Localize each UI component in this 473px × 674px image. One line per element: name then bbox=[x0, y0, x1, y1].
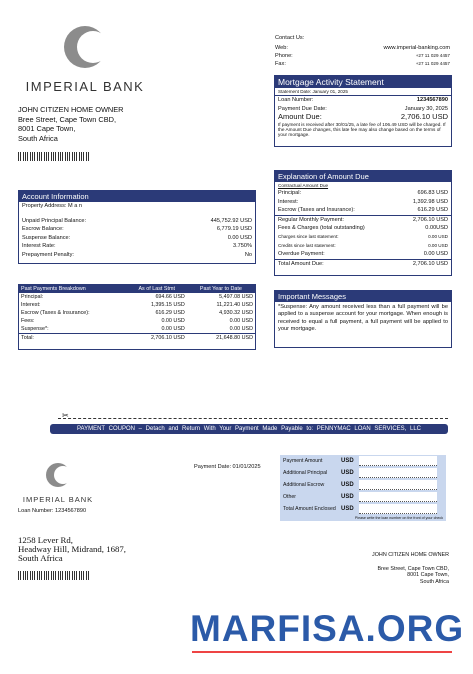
coupon-amount-input[interactable] bbox=[359, 492, 437, 502]
remit-line1: 1258 Lever Rd, bbox=[18, 535, 73, 545]
past-header-cell: Past Year to Date bbox=[187, 285, 255, 293]
past-cell: 0.00 USD bbox=[229, 318, 253, 324]
coupon-field-currency: USD bbox=[341, 506, 354, 512]
due-label: Payment Due Date: bbox=[278, 105, 327, 112]
coupon-bank-name: IMPERIAL BANK bbox=[22, 495, 94, 504]
explanation-rows bbox=[275, 189, 451, 268]
account-row-value: 6,779.19 USD bbox=[216, 226, 252, 233]
table-row bbox=[19, 317, 255, 325]
account-title: Account Information bbox=[19, 191, 255, 202]
customer-name: JOHN CITIZEN HOME OWNER bbox=[18, 105, 124, 114]
coupon-field-currency: USD bbox=[341, 458, 354, 464]
past-cell: Principal: bbox=[21, 294, 44, 300]
logo-mark-icon bbox=[20, 22, 150, 74]
coupon-field-currency: USD bbox=[341, 470, 354, 476]
bank-logo bbox=[20, 22, 150, 92]
account-row bbox=[19, 242, 255, 251]
coupon-field bbox=[280, 455, 446, 467]
watermark-underline bbox=[192, 651, 452, 653]
remit-line3: South Africa bbox=[18, 553, 63, 563]
due-date: January 30, 2025 bbox=[404, 105, 448, 112]
property-address-value: M a n bbox=[68, 203, 83, 209]
coupon-amount-input[interactable] bbox=[359, 456, 437, 466]
explanation-row-label: Regular Monthly Payment: bbox=[278, 216, 344, 223]
table-row bbox=[19, 334, 255, 343]
past-cell: Interest: bbox=[21, 302, 41, 308]
explanation-row-value: 0.00USD bbox=[425, 225, 448, 232]
account-row bbox=[19, 251, 255, 260]
coupon-customer-line1: Bree Street, Cape Town CBD, bbox=[377, 565, 449, 572]
contact-block bbox=[275, 35, 450, 69]
explanation-row-label: Fees & Charges (total outstanding) bbox=[278, 225, 365, 232]
past-cell: 0.00 USD bbox=[161, 318, 185, 324]
coupon-fields bbox=[280, 455, 446, 515]
account-row bbox=[19, 234, 255, 243]
fax-value: +27 11 029 4457 bbox=[415, 61, 450, 66]
explanation-row-value: 696.83 USD bbox=[417, 190, 448, 196]
coupon-customer bbox=[372, 552, 449, 585]
account-row-value: No bbox=[244, 251, 252, 258]
coupon-loan-number: Loan Number: 1234567890 bbox=[18, 508, 87, 514]
explanation-row-value: 2,706.10 USD bbox=[412, 260, 448, 267]
explanation-row-value: 0.00 USD bbox=[428, 233, 448, 239]
past-header-cell: As of Last Stmt bbox=[127, 285, 187, 293]
account-row-value: 0.00 USD bbox=[227, 234, 252, 241]
late-fee-note: If payment is received after 30/01/25, a late fee of 106.49 USD will be charged. If the Amount Due changes, this late fee may also change based on the terms of your mortgage. bbox=[278, 121, 446, 138]
coupon-logo bbox=[18, 460, 98, 504]
scissors-icon: ✂ bbox=[62, 411, 69, 420]
explanation-row-value: 1,392.98 USD bbox=[412, 198, 448, 205]
detach-line bbox=[58, 418, 448, 419]
customer-address bbox=[18, 105, 124, 143]
table-row bbox=[19, 293, 255, 301]
coupon-note: Please write the loan number on the front of your check bbox=[354, 516, 443, 520]
property-address-label: Property Address: bbox=[22, 203, 67, 209]
coupon-field-currency: USD bbox=[341, 494, 354, 500]
phone-value: +27 11 029 4457 bbox=[415, 53, 450, 58]
statement-title: Mortgage Activity Statement bbox=[275, 76, 451, 88]
logo-mark-icon bbox=[18, 460, 98, 490]
coupon-field bbox=[280, 503, 446, 515]
bank-name: IMPERIAL BANK bbox=[25, 79, 145, 94]
explanation-row bbox=[275, 224, 451, 233]
coupon-field bbox=[280, 467, 446, 479]
account-row-value: 445,752.92 USD bbox=[210, 217, 252, 224]
account-row bbox=[19, 217, 255, 226]
coupon-amount-input[interactable] bbox=[359, 504, 437, 514]
table-row bbox=[19, 301, 255, 309]
explanation-row-label: Overdue Payment: bbox=[278, 251, 325, 258]
loan-label: Loan Number: bbox=[278, 97, 314, 103]
messages-title: Important Messages bbox=[275, 291, 451, 302]
coupon-amount-input[interactable] bbox=[359, 480, 437, 490]
explanation-row bbox=[275, 250, 451, 259]
amount-label: Amount Due: bbox=[278, 112, 322, 122]
past-cell: 616.29 USD bbox=[155, 310, 185, 316]
coupon-customer-line2: 8001 Cape Town, bbox=[407, 572, 449, 578]
contact-title: Contact Us: bbox=[275, 35, 305, 41]
explanation-row bbox=[275, 242, 451, 251]
fax-label: Fax: bbox=[275, 61, 286, 67]
web-label: Web: bbox=[275, 45, 288, 51]
coupon-amount-input[interactable] bbox=[359, 468, 437, 478]
past-cell: 4,930.32 USD bbox=[219, 310, 253, 316]
explanation-title: Explanation of Amount Due bbox=[275, 171, 451, 182]
explanation-row-value: 0.00 USD bbox=[423, 251, 448, 258]
explanation-row bbox=[275, 189, 451, 198]
coupon-field-currency: USD bbox=[341, 482, 354, 488]
coupon-payment-date: Payment Date: 01/01/2025 bbox=[194, 464, 261, 470]
remit-line2: Headway Hill, Midrand, 1687, bbox=[18, 544, 126, 554]
customer-line3: South Africa bbox=[18, 133, 58, 143]
loan-number: 1234567890 bbox=[416, 97, 448, 103]
coupon-field bbox=[280, 491, 446, 503]
past-cell: 5,497.08 USD bbox=[219, 294, 253, 300]
past-cell: Escrow (Taxes & Insurance): bbox=[21, 310, 90, 316]
explanation-row-value: 2,706.10 USD bbox=[412, 216, 448, 223]
coupon-field-label: Additional Principal bbox=[283, 470, 328, 476]
explanation-row bbox=[275, 198, 451, 207]
messages-box bbox=[274, 290, 452, 348]
coupon-field-label: Payment Amount bbox=[283, 458, 323, 464]
account-row-label: Suspense Balance: bbox=[22, 234, 71, 241]
explanation-row-value: 616.29 USD bbox=[417, 207, 448, 214]
web-value[interactable]: www.imperial-banking.com bbox=[383, 45, 450, 51]
past-header-cell: Past Payments Breakdown bbox=[19, 285, 127, 293]
remit-barcode bbox=[18, 571, 90, 580]
account-row-label: Unpaid Principal Balance: bbox=[22, 217, 87, 224]
watermark: MARFISA.ORG bbox=[190, 608, 465, 649]
past-cell: 1,395.15 USD bbox=[150, 302, 185, 308]
explanation-row bbox=[275, 259, 451, 269]
account-row-label: Interest Rate: bbox=[22, 243, 56, 250]
past-payments-box bbox=[18, 284, 256, 350]
coupon-field-label: Total Amount Enclosed bbox=[283, 506, 336, 512]
explanation-row-label: Charges since last statement: bbox=[278, 233, 339, 239]
account-row bbox=[19, 225, 255, 234]
customer-line2: 8001 Cape Town, bbox=[18, 124, 76, 133]
coupon-fields-box bbox=[280, 455, 446, 521]
past-cell: 0.00 USD bbox=[161, 326, 185, 332]
coupon-customer-line3: South Africa bbox=[419, 578, 449, 585]
explanation-row-value: 0.00 USD bbox=[428, 242, 448, 248]
coupon-field-label: Additional Escrow bbox=[283, 482, 325, 488]
statement-box bbox=[274, 75, 452, 147]
account-row-value: 3.750% bbox=[233, 243, 252, 250]
past-cell: Total: bbox=[21, 335, 34, 341]
past-cell: 21,648.80 USD bbox=[216, 335, 253, 341]
statement-date: Statement Date: January 01, 2025 bbox=[275, 88, 451, 96]
past-cell: 2,706.10 USD bbox=[150, 335, 185, 341]
explanation-row bbox=[275, 215, 451, 225]
amount-due: 2,706.10 USD bbox=[400, 112, 448, 122]
coupon-customer-name: JOHN CITIZEN HOME OWNER bbox=[372, 552, 449, 558]
explanation-row-label: Principal: bbox=[278, 190, 302, 196]
past-cell: Suspense*: bbox=[21, 326, 49, 332]
account-rows bbox=[19, 217, 255, 260]
postal-barcode bbox=[18, 152, 90, 161]
customer-line1: Bree Street, Cape Town CBD, bbox=[18, 114, 117, 124]
past-cell: 694.66 USD bbox=[155, 294, 185, 300]
account-row-label: Escrow Balance: bbox=[22, 226, 64, 233]
explanation-row bbox=[275, 206, 451, 215]
phone-label: Phone: bbox=[275, 53, 293, 59]
remit-address bbox=[18, 536, 126, 563]
table-row bbox=[19, 325, 255, 334]
explanation-row-label: Escrow (Taxes and Insurance): bbox=[278, 207, 355, 214]
explanation-row bbox=[275, 233, 451, 242]
coupon-banner: PAYMENT COUPON – Detach and Return With Your Payment Made Payable to: PENNYMAC LOAN SERVICES, LLC bbox=[50, 424, 448, 434]
past-cell: Fees: bbox=[21, 318, 35, 324]
explanation-row-label: Total Amount Due: bbox=[278, 260, 324, 267]
past-payments-table bbox=[19, 285, 255, 342]
explanation-row-label: Credits since last statement: bbox=[278, 242, 336, 248]
coupon-field-label: Other bbox=[283, 494, 296, 500]
table-row bbox=[19, 309, 255, 317]
account-row-label: Prepayment Penalty: bbox=[22, 251, 74, 258]
explanation-subtitle: Contractual Amount Due bbox=[278, 183, 329, 188]
account-box bbox=[18, 190, 256, 264]
explanation-row-label: Interest: bbox=[278, 198, 299, 205]
past-cell: 11,221.40 USD bbox=[216, 302, 253, 308]
explanation-box bbox=[274, 170, 452, 276]
messages-text: *Suspense: Any amount received less than a full payment will be applied to a suspense account for your mortgage. When enough is received to equal a full payment, a full payment will be applied to your mortgage. bbox=[278, 304, 448, 332]
coupon-field bbox=[280, 479, 446, 491]
past-cell: 0.00 USD bbox=[229, 326, 253, 332]
